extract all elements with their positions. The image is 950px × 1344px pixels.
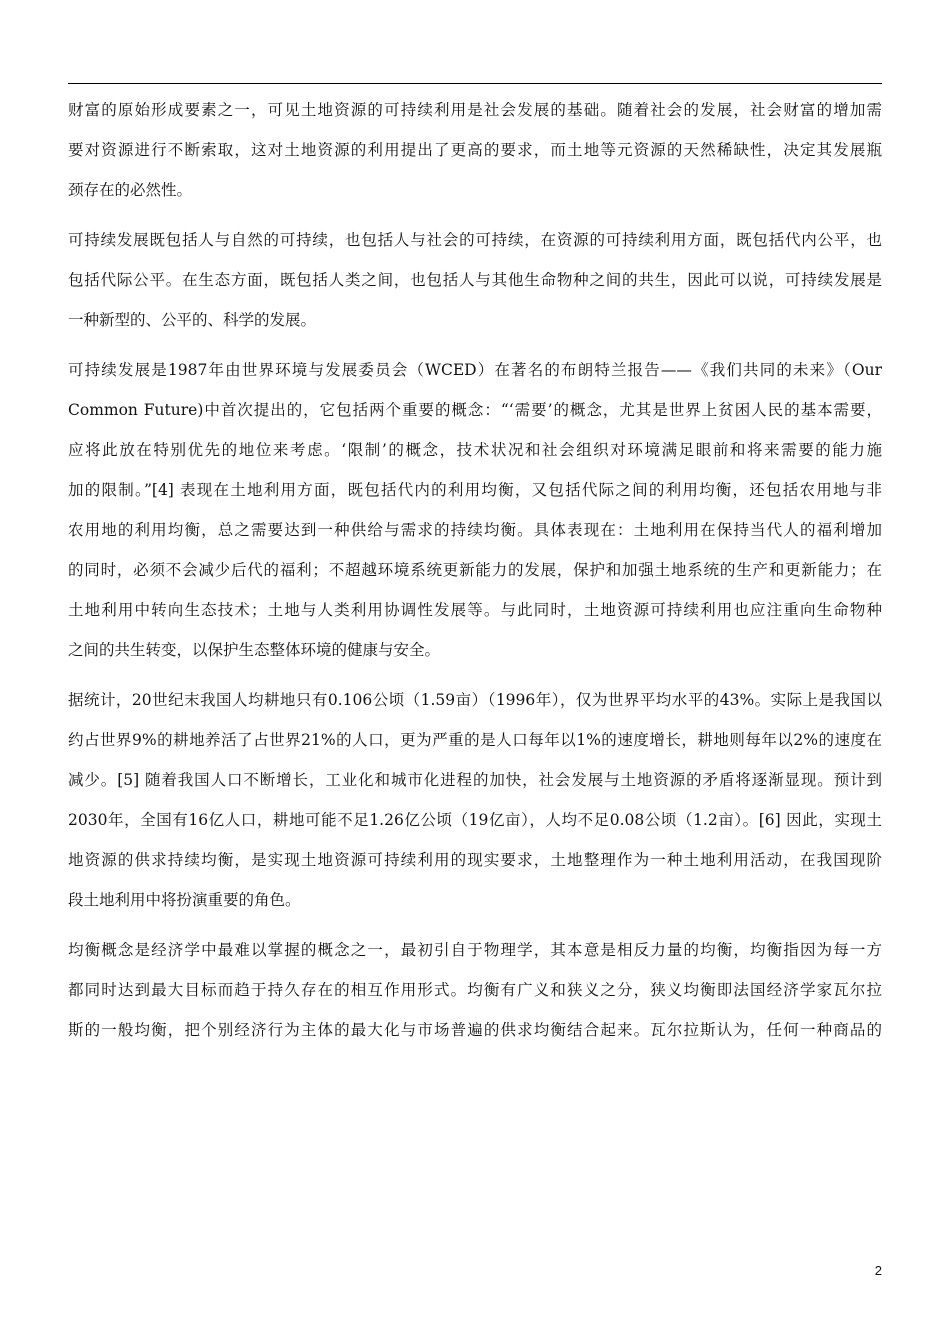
- text-line: 一种新型的、公平的、科学的发展。: [68, 311, 317, 329]
- text-line: Common Future)中首次提出的，它包括两个重要的概念：“‘需要’的概念，尤其是世界上贫困人民的基本需要，: [68, 401, 882, 419]
- text-line: 农用地的利用均衡，总之需要达到一种供给与需求的持续均衡。具体表现在：土地利用在保持当代人的福利增加: [68, 521, 882, 539]
- paragraph-5: [68, 930, 882, 1050]
- text-line: 地资源的供求持续均衡，是实现土地资源可持续利用的现实要求，土地整理作为一种土地利用活动，在我国现阶: [68, 851, 882, 869]
- body-text: [68, 90, 882, 1060]
- page-number: 2: [874, 1263, 882, 1278]
- text-line: 颈存在的必然性。: [68, 181, 193, 199]
- text-line: 段土地利用中将扮演重要的角色。: [68, 891, 301, 909]
- paragraph-2: [68, 220, 882, 340]
- text-line: 加的限制。”[4] 表现在土地利用方面，既包括代内的利用均衡，又包括代际之间的利用均衡，还包括农用地与非: [68, 481, 882, 499]
- text-line: 应将此放在特别优先的地位来考虑。‘限制’的概念，技术状况和社会组织对环境满足眼前和将来需要的能力施: [68, 441, 882, 459]
- text-line: 都同时达到最大目标而趋于持久存在的相互作用形式。均衡有广义和狭义之分，狭义均衡即法国经济学家瓦尔拉: [68, 981, 882, 999]
- paragraph-4: [68, 680, 882, 920]
- text-line: 包括代际公平。在生态方面，既包括人类之间，也包括人与其他生命物种之间的共生，因此可以说，可持续发展是: [68, 271, 882, 289]
- text-line: 之间的共生转变，以保护生态整体环境的健康与安全。: [68, 641, 441, 659]
- paragraph-3: [68, 350, 882, 670]
- text-line: 要对资源进行不断索取，这对土地资源的利用提出了更高的要求，而土地等元资源的天然稀缺性，决定其发展瓶: [68, 141, 882, 159]
- text-line: 斯的一般均衡，把个别经济行为主体的最大化与市场普遍的供求均衡结合起来。瓦尔拉斯认为，任何一种商品的: [68, 1021, 882, 1039]
- text-line: 可持续发展是1987年由世界环境与发展委员会（WCED）在著名的布朗特兰报告——《我们共同的未来》（Our: [68, 361, 882, 379]
- text-line: 据统计，20世纪末我国人均耕地只有0.106公顷（1.59亩）（1996年），仅为世界平均水平的43%。实际上是我国以: [68, 691, 882, 709]
- text-line: 2030年，全国有16亿人口，耕地可能不足1.26亿公顷（19亿亩），人均不足0.08公顷（1.2亩）。[6] 因此，实现土: [68, 811, 882, 829]
- text-line: 土地利用中转向生态技术；土地与人类利用协调性发展等。与此同时，土地资源可持续利用也应注重向生命物种: [68, 601, 882, 619]
- text-line: 均衡概念是经济学中最难以掌握的概念之一，最初引自于物理学，其本意是相反力量的均衡，均衡指因为每一方: [68, 941, 882, 959]
- text-line: 的同时，必须不会减少后代的福利；不超越环境系统更新能力的发展，保护和加强土地系统的生产和更新能力；在: [68, 561, 882, 579]
- header-rule: [68, 83, 882, 84]
- text-line: 约占世界9%的耕地养活了占世界21%的人口，更为严重的是人口每年以1%的速度增长，耕地则每年以2%的速度在: [68, 731, 882, 749]
- text-line: 减少。[5] 随着我国人口不断增长，工业化和城市化进程的加快，社会发展与土地资源的矛盾将逐渐显现。预计到: [68, 771, 882, 789]
- paragraph-1: [68, 90, 882, 210]
- text-line: 财富的原始形成要素之一，可见土地资源的可持续利用是社会发展的基础。随着社会的发展，社会财富的增加需: [68, 101, 882, 119]
- text-line: 可持续发展既包括人与自然的可持续，也包括人与社会的可持续，在资源的可持续利用方面，既包括代内公平，也: [68, 231, 882, 249]
